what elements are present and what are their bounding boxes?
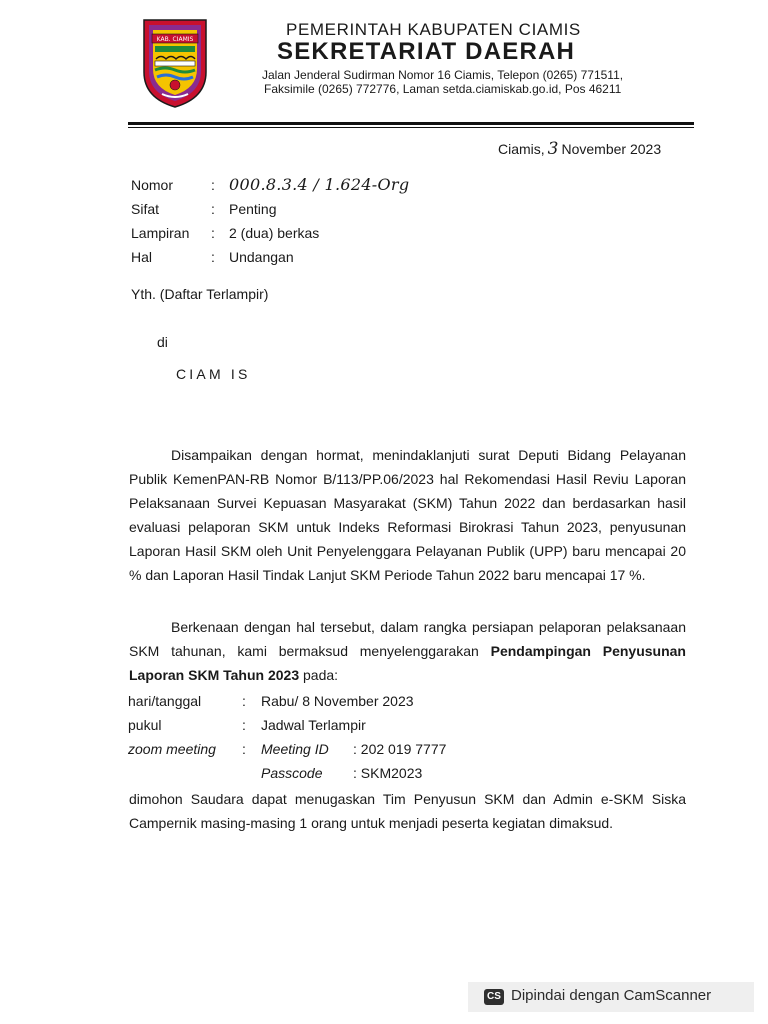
- date-month-year: November 2023: [561, 141, 662, 157]
- detail-label: zoom meeting: [128, 741, 216, 757]
- meta-colon: :: [211, 201, 215, 217]
- meta-label: Hal: [131, 249, 153, 265]
- detail-label: hari/tanggal: [128, 693, 202, 709]
- camscanner-text: Dipindai dengan CamScanner: [511, 987, 712, 1004]
- recipient-place: CIAM IS: [176, 366, 251, 382]
- meta-label: Lampiran: [131, 225, 190, 241]
- date-day-handwritten: 3: [547, 139, 559, 159]
- paragraph-2-event-name: Pendampingan Penyusunan Laporan SKM Tahun 2023: [129, 643, 686, 683]
- meta-label: Nomor: [131, 177, 174, 193]
- ciamis-coat-of-arms-logo: [140, 14, 210, 110]
- passcode-label: Passcode: [261, 765, 323, 781]
- meta-colon: :: [211, 225, 215, 241]
- body-paragraph-2: [129, 615, 686, 687]
- detail-colon: :: [242, 693, 246, 709]
- meta-value: Penting: [229, 201, 277, 217]
- meta-value: Undangan: [229, 249, 294, 265]
- date-city: Ciamis,: [498, 141, 545, 157]
- detail-row-time: [128, 713, 688, 737]
- letterhead-divider-thin: [128, 127, 694, 128]
- detail-colon: :: [242, 741, 246, 757]
- passcode-value: : SKM2023: [353, 765, 423, 781]
- paragraph-2-text: Berkenaan dengan hal tersebut, dalam rangka persiapan pelaporan pelaksanaan SKM tahunan, kami bermaksud menyelenggarakan: [129, 619, 686, 659]
- meta-colon: :: [211, 249, 215, 265]
- meeting-id-label: Meeting ID: [261, 741, 329, 757]
- detail-colon: :: [242, 717, 246, 733]
- letterhead-address-line-1: Jalan Jenderal Sudirman Nomor 16 Ciamis, Telepon (0265) 771511,: [262, 68, 624, 82]
- event-details: [128, 689, 688, 785]
- body-paragraph-3: dimohon Saudara dapat menugaskan Tim Penyusun SKM dan Admin e-SKM Siska Campernik masing-masing 1 orang untuk menjadi peserta kegiatan dimaksud.: [129, 791, 686, 831]
- meeting-id-value: : 202 019 7777: [353, 741, 447, 757]
- detail-row-passcode: [128, 761, 688, 785]
- meta-colon: :: [211, 177, 215, 193]
- letterhead-government-name: PEMERINTAH KABUPATEN CIAMIS: [286, 20, 581, 39]
- recipient-line: Yth. (Daftar Terlampir): [131, 286, 269, 302]
- letterhead-address-line-2: Faksimile (0265) 772776, Laman setda.ciamiskab.go.id, Pos 46211: [264, 82, 622, 96]
- letterhead-divider-thick: [128, 122, 694, 125]
- body-paragraph-1: Disampaikan dengan hormat, menindaklanjuti surat Deputi Bidang Pelayanan Publik KemenPAN-RB Nomor B/113/PP.06/2023 hal Rekomendasi Hasil Reviu Laporan Pelaksanaan Survei Kepuasan Masyarakat (SKM) Tahun 2022 dan berdasarkan hasil evaluasi pelaporan SKM untuk Indeks Reformasi Birokrasi Tahun 2023, penyusunan Laporan Hasil SKM oleh Unit Penyelenggara Pelayanan Publik (UPP) baru mencapai 20 % dan Laporan Hasil Tindak Lanjut SKM Periode Tahun 2022 baru mencapai 17 %.: [129, 447, 686, 583]
- letterhead-office-name: SEKRETARIAT DAERAH: [277, 38, 576, 65]
- meta-value: 2 (dua) berkas: [229, 225, 320, 241]
- camscanner-icon: CS: [484, 989, 504, 1005]
- paragraph-2-end: pada:: [299, 667, 339, 683]
- letter-date: [498, 139, 661, 159]
- detail-label: pukul: [128, 717, 162, 733]
- logo-ribbon-text: KAB. CIAMIS: [156, 36, 194, 43]
- letterhead-address: [262, 68, 623, 96]
- recipient-di: di: [157, 334, 168, 350]
- meta-value-handwritten-number: 000.8.3.4 / 1.624-Org: [229, 175, 410, 194]
- detail-row-zoom: [128, 737, 688, 761]
- detail-row-date: [128, 689, 688, 713]
- meta-label: Sifat: [131, 201, 160, 217]
- detail-value: Rabu/ 8 November 2023: [261, 693, 414, 709]
- detail-value: Jadwal Terlampir: [261, 717, 366, 733]
